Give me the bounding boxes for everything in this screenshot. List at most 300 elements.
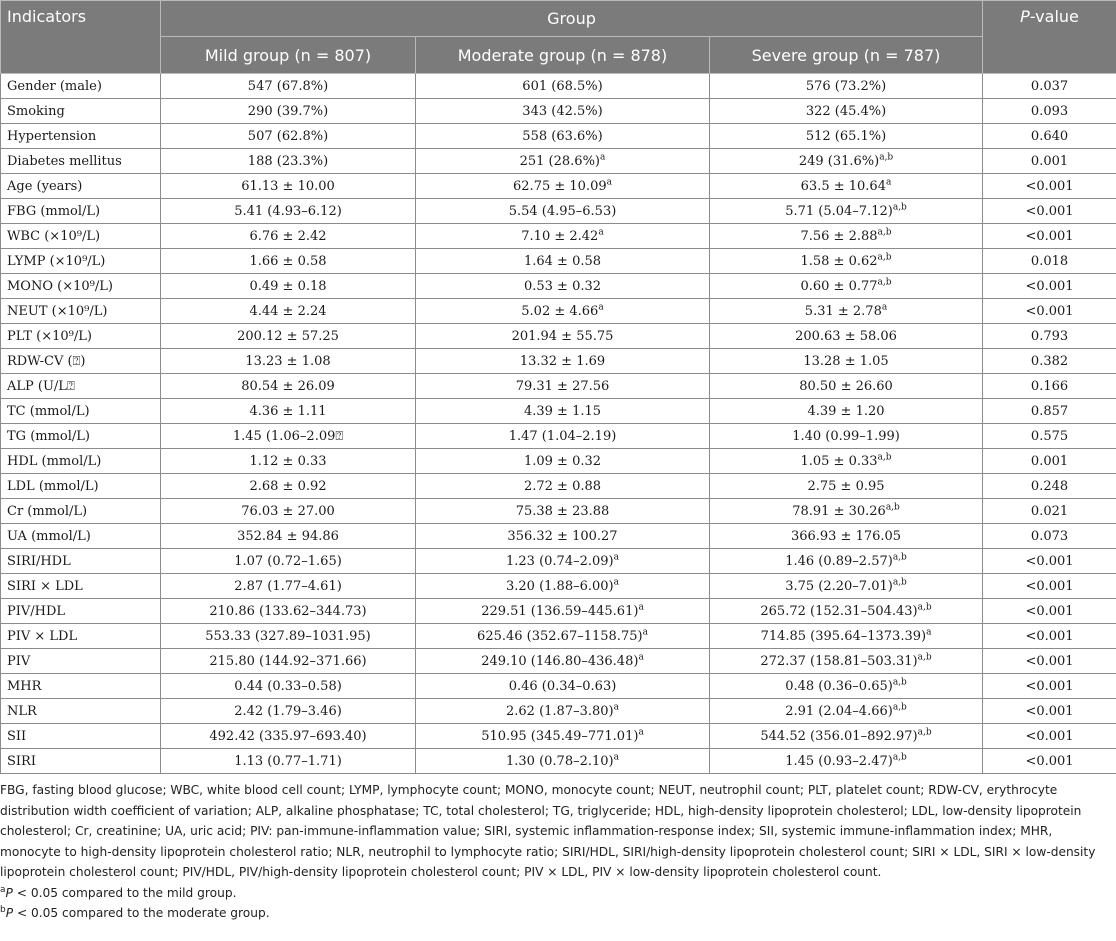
cell-mild-value: 553.33 (327.89–1031.95)	[205, 628, 371, 644]
table-body	[1, 74, 1116, 774]
cell-mild-value: 80.54 ± 26.09	[241, 378, 335, 394]
cell-mild	[161, 549, 416, 574]
cell-indicator-value: Gender (male)	[7, 78, 102, 94]
cell-pvalue-value: <0.001	[1025, 653, 1074, 669]
cell-pvalue	[983, 124, 1116, 149]
cell-moderate-superscript: a	[642, 627, 648, 638]
table-header	[1, 1, 1116, 74]
cell-indicator	[1, 499, 161, 524]
header-pvalue-rest: -value	[1029, 7, 1079, 26]
cell-moderate-value: 0.46 (0.34–0.63)	[508, 678, 617, 694]
cell-mild	[161, 749, 416, 774]
table-row	[1, 724, 1116, 749]
cell-mild	[161, 224, 416, 249]
cell-pvalue	[983, 399, 1116, 424]
cell-indicator-value: PLT (×10⁹/L)	[7, 328, 92, 344]
cell-severe-superscript: a,b	[892, 702, 907, 713]
cell-severe	[710, 649, 983, 674]
cell-mild	[161, 174, 416, 199]
cell-severe	[710, 199, 983, 224]
cell-severe	[710, 549, 983, 574]
cell-moderate	[416, 549, 710, 574]
cell-mild-value: 1.13 (0.77–1.71)	[234, 753, 342, 769]
cell-pvalue	[983, 549, 1116, 574]
cell-pvalue-value: <0.001	[1025, 753, 1074, 769]
cell-moderate	[416, 274, 710, 299]
cell-indicator-value: TG (mmol/L)	[7, 428, 90, 444]
cell-severe	[710, 499, 983, 524]
cell-pvalue	[983, 374, 1116, 399]
cell-severe-value: 5.71 (5.04–7.12)	[785, 203, 893, 219]
cell-moderate-value: 1.30 (0.78–2.10)	[506, 753, 614, 769]
cell-indicator	[1, 524, 161, 549]
table-row	[1, 274, 1116, 299]
cell-severe-value: 272.37 (158.81–503.31)	[760, 653, 918, 669]
cell-pvalue-value: 0.093	[1030, 103, 1069, 119]
cell-mild-value: 4.36 ± 1.11	[249, 403, 327, 419]
cell-pvalue	[983, 474, 1116, 499]
cell-moderate	[416, 349, 710, 374]
cell-pvalue-value: 0.001	[1030, 453, 1069, 469]
cell-indicator	[1, 149, 161, 174]
cell-mild-value: 1.07 (0.72–1.65)	[234, 553, 342, 569]
cell-moderate-value: 229.51 (136.59–445.61)	[481, 603, 639, 619]
cell-pvalue	[983, 624, 1116, 649]
cell-indicator-value: PIV/HDL	[7, 603, 66, 619]
cell-severe	[710, 624, 983, 649]
cell-mild-value: 2.42 (1.79–3.46)	[234, 703, 342, 719]
cell-indicator-value: Cr (mmol/L)	[7, 503, 88, 519]
cell-moderate	[416, 299, 710, 324]
footnote-a	[0, 883, 1112, 904]
cell-pvalue	[983, 524, 1116, 549]
cell-moderate-superscript: a	[638, 727, 644, 738]
cell-mild-value: 2.87 (1.77–4.61)	[234, 578, 342, 594]
cell-severe	[710, 399, 983, 424]
cell-pvalue-value: 0.073	[1030, 528, 1069, 544]
cell-severe	[710, 674, 983, 699]
cell-severe	[710, 724, 983, 749]
cell-pvalue	[983, 649, 1116, 674]
footnotes	[0, 780, 1112, 924]
cell-severe	[710, 474, 983, 499]
cell-moderate-value: 4.39 ± 1.15	[523, 403, 602, 419]
cell-moderate-superscript: a	[613, 752, 619, 763]
cell-pvalue-value: 0.857	[1030, 403, 1069, 419]
table-row	[1, 624, 1116, 649]
table-row	[1, 549, 1116, 574]
cell-severe-value: 7.56 ± 2.88	[800, 228, 878, 244]
cell-mild	[161, 374, 416, 399]
cell-indicator-value: TC (mmol/L)	[7, 403, 90, 419]
footnote-b-mark: b	[0, 904, 6, 915]
cell-moderate-value: 1.23 (0.74–2.09)	[506, 553, 614, 569]
cell-severe	[710, 374, 983, 399]
cell-indicator	[1, 74, 161, 99]
cell-pvalue-value: <0.001	[1025, 203, 1074, 219]
header-moderate: Moderate group (n = 878)	[416, 37, 710, 74]
cell-pvalue	[983, 249, 1116, 274]
cell-moderate	[416, 474, 710, 499]
cell-mild	[161, 349, 416, 374]
cell-moderate	[416, 699, 710, 724]
cell-pvalue-value: 0.001	[1030, 153, 1069, 169]
cell-severe	[710, 324, 983, 349]
cell-mild	[161, 74, 416, 99]
cell-pvalue-value: <0.001	[1025, 553, 1074, 569]
cell-indicator	[1, 374, 161, 399]
cell-moderate-value: 558 (63.6%)	[522, 128, 603, 144]
cell-moderate	[416, 324, 710, 349]
cell-pvalue	[983, 349, 1116, 374]
cell-pvalue	[983, 724, 1116, 749]
cell-moderate-value: 2.62 (1.87–3.80)	[506, 703, 614, 719]
cell-indicator	[1, 199, 161, 224]
cell-indicator-value: MHR	[7, 678, 42, 694]
cell-indicator-value: NLR	[7, 703, 37, 719]
cell-severe-value: 322 (45.4%)	[805, 103, 887, 119]
cell-indicator	[1, 174, 161, 199]
cell-severe-superscript: a,b	[877, 277, 892, 288]
cell-severe-superscript: a	[881, 302, 888, 313]
cell-severe-value: 2.75 ± 0.95	[807, 478, 885, 494]
cell-indicator-value: SIRI	[7, 753, 36, 769]
cell-indicator-value: FBG (mmol/L)	[7, 203, 101, 219]
cell-moderate	[416, 224, 710, 249]
cell-severe	[710, 174, 983, 199]
table-row	[1, 474, 1116, 499]
cell-severe	[710, 299, 983, 324]
cell-indicator	[1, 124, 161, 149]
cell-moderate-value: 5.54 (4.95–6.53)	[508, 203, 617, 219]
cell-pvalue-value: 0.166	[1030, 378, 1069, 394]
cell-severe	[710, 424, 983, 449]
cell-pvalue	[983, 99, 1116, 124]
cell-moderate-value: 75.38 ± 23.88	[515, 503, 610, 519]
cell-mild	[161, 424, 416, 449]
cell-pvalue-value: <0.001	[1025, 603, 1074, 619]
cell-severe-superscript: a,b	[917, 652, 932, 663]
cell-severe-superscript: a,b	[892, 577, 907, 588]
cell-indicator-value: SIRI × LDL	[7, 578, 83, 594]
cell-mild-value: 1.45 (1.06–2.09⍰	[232, 428, 344, 444]
cell-moderate-value: 13.32 ± 1.69	[519, 353, 606, 369]
cell-indicator-value: SII	[7, 728, 27, 744]
cell-indicator-value: LYMP (×10⁹/L)	[7, 253, 106, 269]
cell-pvalue-value: 0.640	[1030, 128, 1069, 144]
header-pvalue-italic: P	[1020, 7, 1030, 26]
cell-moderate-value: 5.02 ± 4.66	[521, 303, 599, 319]
table-row	[1, 124, 1116, 149]
cell-mild	[161, 299, 416, 324]
header-pvalue	[983, 1, 1116, 74]
cell-severe-superscript: a,b	[892, 552, 907, 563]
cell-severe-value: 1.40 (0.99–1.99)	[792, 428, 900, 444]
cell-pvalue-value: 0.793	[1030, 328, 1069, 344]
cell-moderate-superscript: a	[613, 577, 619, 588]
cell-mild	[161, 724, 416, 749]
cell-pvalue	[983, 149, 1116, 174]
cell-severe-value: 3.75 (2.20–7.01)	[785, 578, 893, 594]
cell-moderate	[416, 99, 710, 124]
table-row	[1, 749, 1116, 774]
cell-severe-value: 512 (65.1%)	[805, 128, 887, 144]
cell-indicator-value: Diabetes mellitus	[7, 153, 122, 169]
cell-pvalue-value: 0.037	[1030, 78, 1069, 94]
cell-severe-superscript: a,b	[879, 152, 894, 163]
cell-mild-value: 215.80 (144.92–371.66)	[209, 653, 367, 669]
cell-severe-value: 2.91 (2.04–4.66)	[785, 703, 893, 719]
cell-pvalue	[983, 324, 1116, 349]
cell-pvalue	[983, 74, 1116, 99]
footnote-b-text: < 0.05 compared to the moderate group.	[13, 906, 270, 920]
cell-mild	[161, 699, 416, 724]
cell-mild-value: 5.41 (4.93–6.12)	[234, 203, 342, 219]
table-row	[1, 199, 1116, 224]
cell-severe-superscript: a	[885, 177, 892, 188]
header-severe: Severe group (n = 787)	[710, 37, 983, 74]
cell-severe	[710, 74, 983, 99]
cell-mild-value: 2.68 ± 0.92	[249, 478, 327, 494]
cell-severe	[710, 149, 983, 174]
cell-severe-superscript: a,b	[877, 452, 892, 463]
cell-pvalue	[983, 499, 1116, 524]
cell-mild-value: 1.12 ± 0.33	[249, 453, 327, 469]
cell-pvalue	[983, 674, 1116, 699]
cell-severe-value: 0.48 (0.36–0.65)	[785, 678, 893, 694]
cell-pvalue-value: <0.001	[1025, 678, 1074, 694]
cell-indicator-value: LDL (mmol/L)	[7, 478, 99, 494]
cell-indicator-value: UA (mmol/L)	[7, 528, 91, 544]
cell-severe	[710, 449, 983, 474]
cell-moderate	[416, 74, 710, 99]
footnote-a-text: < 0.05 compared to the mild group.	[12, 885, 237, 900]
cell-severe-superscript: a,b	[917, 602, 932, 613]
table-row	[1, 674, 1116, 699]
cell-pvalue	[983, 574, 1116, 599]
cell-moderate	[416, 399, 710, 424]
cell-severe-value: 80.50 ± 26.60	[799, 378, 893, 394]
table-row	[1, 249, 1116, 274]
cell-indicator-value: Age (years)	[7, 178, 83, 194]
cell-indicator-value: RDW-CV (⍰)	[7, 353, 86, 369]
cell-moderate	[416, 649, 710, 674]
cell-pvalue-value: 0.018	[1030, 253, 1069, 269]
cell-indicator	[1, 249, 161, 274]
cell-severe-superscript: a,b	[885, 502, 900, 513]
cell-indicator	[1, 674, 161, 699]
cell-mild	[161, 274, 416, 299]
cell-pvalue	[983, 174, 1116, 199]
cell-pvalue	[983, 299, 1116, 324]
cell-mild	[161, 149, 416, 174]
cell-pvalue	[983, 274, 1116, 299]
cell-mild	[161, 674, 416, 699]
cell-indicator	[1, 549, 161, 574]
cell-indicator	[1, 324, 161, 349]
cell-pvalue-value: <0.001	[1025, 228, 1074, 244]
cell-mild	[161, 649, 416, 674]
cell-mild	[161, 599, 416, 624]
cell-mild	[161, 249, 416, 274]
cell-moderate	[416, 599, 710, 624]
cell-severe-value: 63.5 ± 10.64	[800, 178, 886, 194]
cell-mild-value: 200.12 ± 57.25	[237, 328, 339, 344]
cell-indicator	[1, 699, 161, 724]
cell-moderate-value: 7.10 ± 2.42	[521, 228, 599, 244]
cell-severe-value: 265.72 (152.31–504.43)	[760, 603, 918, 619]
header-group: Group	[161, 1, 983, 37]
cell-pvalue	[983, 199, 1116, 224]
cell-moderate-value: 625.46 (352.67–1158.75)	[477, 628, 643, 644]
table-row	[1, 649, 1116, 674]
cell-severe	[710, 274, 983, 299]
footnote-a-p: P	[5, 885, 13, 900]
cell-mild	[161, 99, 416, 124]
cell-indicator-value: SIRI/HDL	[7, 553, 71, 569]
cell-severe-superscript: a,b	[892, 677, 907, 688]
cell-indicator-value: Hypertension	[7, 128, 97, 144]
cell-moderate-value: 249.10 (146.80–436.48)	[481, 653, 639, 669]
table-row	[1, 399, 1116, 424]
cell-pvalue-value: 0.248	[1030, 478, 1069, 494]
cell-severe-value: 5.31 ± 2.78	[804, 303, 882, 319]
cell-severe	[710, 99, 983, 124]
cell-moderate-superscript: a	[613, 552, 619, 563]
cell-moderate-value: 62.75 ± 10.09	[513, 178, 607, 194]
cell-severe	[710, 599, 983, 624]
header-mild: Mild group (n = 807)	[161, 37, 416, 74]
cell-severe-value: 13.28 ± 1.05	[803, 353, 889, 369]
cell-pvalue-value: <0.001	[1025, 578, 1074, 594]
footnote-b	[0, 903, 1112, 924]
cell-severe-value: 1.46 (0.89–2.57)	[785, 553, 893, 569]
cell-pvalue-value: <0.001	[1025, 303, 1074, 319]
cell-indicator	[1, 224, 161, 249]
table-row	[1, 99, 1116, 124]
cell-pvalue	[983, 749, 1116, 774]
cell-mild	[161, 199, 416, 224]
cell-mild-value: 507 (62.8%)	[247, 128, 329, 144]
cell-moderate	[416, 374, 710, 399]
table-row	[1, 224, 1116, 249]
cell-severe	[710, 349, 983, 374]
cell-indicator	[1, 449, 161, 474]
cell-pvalue-value: <0.001	[1025, 178, 1074, 194]
cell-indicator-value: Smoking	[7, 103, 65, 119]
cell-pvalue-value: 0.575	[1030, 428, 1069, 444]
cell-moderate-value: 1.09 ± 0.32	[523, 453, 602, 469]
cell-moderate	[416, 499, 710, 524]
cell-mild-value: 1.66 ± 0.58	[249, 253, 327, 269]
cell-severe	[710, 524, 983, 549]
table-row	[1, 374, 1116, 399]
cell-moderate	[416, 124, 710, 149]
cell-moderate	[416, 149, 710, 174]
table-row	[1, 149, 1116, 174]
cell-indicator-value: WBC (×10⁹/L)	[7, 228, 101, 244]
footnote-a-mark: a	[0, 884, 6, 895]
cell-moderate-superscript: a	[606, 177, 612, 188]
cell-severe-value: 576 (73.2%)	[805, 78, 887, 94]
cell-moderate-value: 343 (42.5%)	[522, 103, 603, 119]
cell-moderate	[416, 199, 710, 224]
table-row	[1, 349, 1116, 374]
cell-severe-superscript: a	[926, 627, 932, 638]
cell-pvalue-value: 0.021	[1030, 503, 1069, 519]
cell-severe-superscript: a,b	[892, 202, 907, 213]
cell-mild-value: 4.44 ± 2.24	[249, 303, 327, 319]
cell-indicator	[1, 349, 161, 374]
cell-indicator	[1, 99, 161, 124]
table-row	[1, 449, 1116, 474]
cell-severe-superscript: a,b	[892, 752, 907, 763]
cell-moderate	[416, 524, 710, 549]
table-row	[1, 74, 1116, 99]
cell-moderate-value: 3.20 (1.88–6.00)	[506, 578, 614, 594]
cell-severe-value: 0.60 ± 0.77	[800, 278, 878, 294]
table-row	[1, 599, 1116, 624]
footnote-b-p: P	[5, 906, 14, 920]
cell-moderate	[416, 624, 710, 649]
cell-indicator	[1, 299, 161, 324]
cell-moderate-value: 0.53 ± 0.32	[523, 278, 602, 294]
cell-severe	[710, 749, 983, 774]
cell-indicator	[1, 624, 161, 649]
cell-moderate-value: 601 (68.5%)	[522, 78, 603, 94]
cell-severe-value: 714.85 (395.64–1373.39)	[760, 628, 927, 644]
cell-severe-value: 78.91 ± 30.26	[792, 503, 886, 519]
cell-indicator	[1, 474, 161, 499]
cell-moderate-value: 1.64 ± 0.58	[523, 253, 602, 269]
cell-severe-value: 366.93 ± 176.05	[790, 528, 902, 544]
cell-moderate-superscript: a	[598, 302, 604, 313]
cell-severe-value: 200.63 ± 58.06	[795, 328, 897, 344]
cell-mild-value: 0.49 ± 0.18	[249, 278, 327, 294]
cell-pvalue	[983, 449, 1116, 474]
table-row	[1, 424, 1116, 449]
cell-indicator-value: MONO (×10⁹/L)	[7, 278, 113, 294]
cell-indicator	[1, 599, 161, 624]
cell-moderate	[416, 174, 710, 199]
cell-severe-value: 249 (31.6%)	[798, 153, 880, 169]
table-row	[1, 324, 1116, 349]
cell-indicator	[1, 274, 161, 299]
cell-indicator	[1, 424, 161, 449]
cell-severe	[710, 124, 983, 149]
cell-mild-value: 210.86 (133.62–344.73)	[209, 603, 367, 619]
cell-severe-value: 544.52 (356.01–892.97)	[760, 728, 918, 744]
cell-moderate-superscript: a	[598, 227, 604, 238]
cell-mild-value: 290 (39.7%)	[247, 103, 329, 119]
cell-severe-value: 1.58 ± 0.62	[800, 253, 878, 269]
footnote-abbreviations: FBG, fasting blood glucose; WBC, white blood cell count; LYMP, lymphocyte count; MONO, monocyte count; NEUT, neutrophil count; PLT, platelet count; RDW-CV, erythrocyte distribution width coefficient of variation; ALP, alkaline phosphatase; TC, total cholesterol; TG, triglyceride; HDL, high-density lipoprotein cholesterol; LDL, low-density lipoprotein cholesterol; Cr, creatinine; UA, uric acid; PIV: pan-immune-inflammation value; SIRI, systemic inflammation-response index; SII, systemic immune-inflammation index; MHR, monocyte to high-density lipoprotein cholesterol ratio; NLR, neutrophil to lymphocyte ratio; SIRI/HDL, SIRI/high-density lipoprotein cholesterol count; SIRI × LDL, SIRI × low-density lipoprotein cholesterol count; PIV/HDL, PIV/high-density lipoprotein cholesterol count; PIV × LDL, PIV × low-density lipoprotein cholesterol count.	[0, 783, 1096, 879]
cell-mild-value: 76.03 ± 27.00	[241, 503, 335, 519]
table-row	[1, 499, 1116, 524]
cell-moderate-value: 356.32 ± 100.27	[507, 528, 618, 544]
cell-pvalue-value: <0.001	[1025, 728, 1074, 744]
cell-pvalue	[983, 424, 1116, 449]
cell-mild	[161, 449, 416, 474]
cell-mild	[161, 624, 416, 649]
cell-mild	[161, 499, 416, 524]
cell-moderate-value: 201.94 ± 55.75	[511, 328, 614, 344]
cell-pvalue-value: <0.001	[1025, 628, 1074, 644]
cell-mild-value: 188 (23.3%)	[247, 153, 329, 169]
cell-pvalue-value: 0.382	[1030, 353, 1069, 369]
cell-severe-superscript: a,b	[917, 727, 932, 738]
cell-mild-value: 352.84 ± 94.86	[237, 528, 339, 544]
